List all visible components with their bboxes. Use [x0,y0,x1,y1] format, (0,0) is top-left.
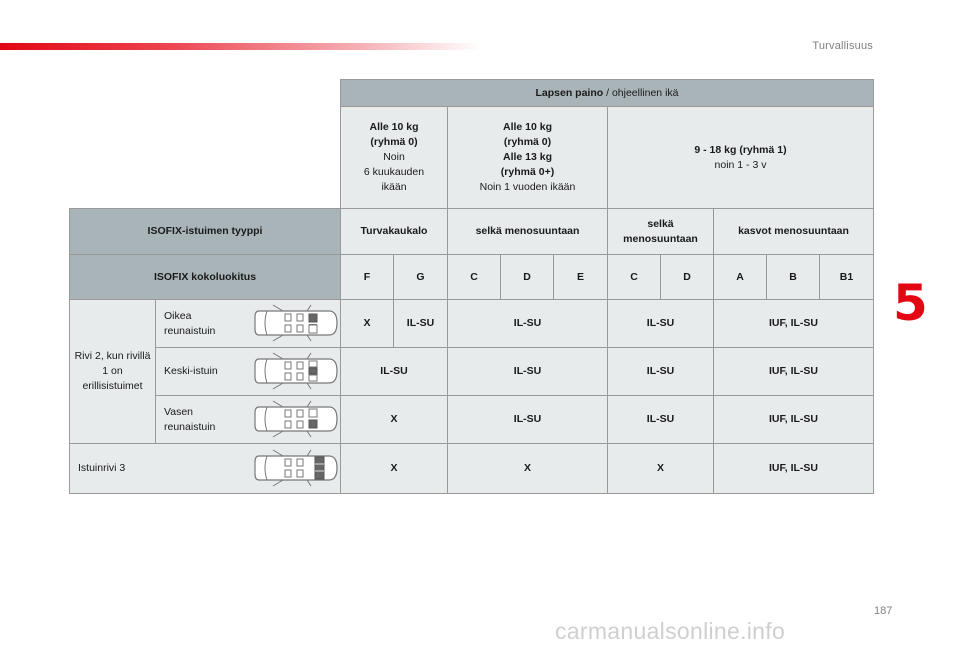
isofix-type-label: ISOFIX-istuimen tyyppi [70,209,340,254]
left-seat-group0plus: IL-SU [448,396,607,443]
row3-forward: IUF, IL-SU [714,444,873,493]
group0plus-group-1: (ryhmä 0) [503,136,552,148]
weight-header [341,80,873,106]
right-seat-label: Oikea reunaistuin [156,300,340,347]
middle-seat-rear-facing: IL-SU [608,348,713,395]
right-seat-f: X [341,300,393,347]
row3-rear-facing: X [608,444,713,493]
isofix-table [69,79,874,494]
right-seat-g: IL-SU [394,300,447,347]
left-seat-group0: X [341,396,447,443]
class-F: F [341,255,393,299]
type-3: kasvot menosuuntaan [714,209,873,254]
type-0: Turvakaukalo [341,209,447,254]
middle-seat-label: Keski-istuin [156,348,340,395]
middle-seat-group0plus: IL-SU [448,348,607,395]
class-D2: D [661,255,713,299]
header-red-bar [0,43,480,50]
middle-seat-forward: IUF, IL-SU [714,348,873,395]
group1-cell [608,107,873,208]
class-C2: C [608,255,660,299]
group0plus-weight-2: Alle 13 kg [502,151,553,163]
car-seat-left-icon [253,399,339,439]
left-seat-label: Vasen reunaistuin [156,396,340,443]
class-G: G [394,255,447,299]
middle-seat-group0: IL-SU [341,348,447,395]
section-title: Turvallisuus [812,40,873,52]
left-seat-rear-facing: IL-SU [608,396,713,443]
left-seat-forward: IUF, IL-SU [714,396,873,443]
class-D: D [501,255,553,299]
group0plus-age: Noin 1 vuoden ikään [479,181,576,193]
car-seat-middle-icon [253,351,339,391]
class-B1: B1 [820,255,873,299]
group0-age-2: 6 kuukauden [363,166,425,178]
class-B: B [767,255,819,299]
right-seat-forward: IUF, IL-SU [714,300,873,347]
group1-age: noin 1 - 3 v [714,158,767,171]
group1-weight: 9 - 18 kg (ryhmä 1) [694,143,787,156]
row3-group0: X [341,444,447,493]
right-seat-rear-facing: IL-SU [608,300,713,347]
watermark-text: carmanualsonline.info [555,618,786,644]
car-seat-right-icon [253,303,339,343]
type-2: selkä menosuuntaan [608,209,713,254]
car-seat-row3-icon [253,448,339,488]
group0-weight: Alle 10 kg [369,121,419,133]
group0-cell [341,107,447,208]
class-E: E [554,255,607,299]
chapter-number: 5 [893,274,928,332]
class-A: A [714,255,766,299]
group0-age-1: Noin [383,151,405,163]
group0plus-cell [448,107,607,208]
row3-label: Istuinrivi 3 [70,444,340,493]
page-number: 187 [874,605,893,617]
weight-header-bold: Lapsen paino [535,86,604,99]
row3-group0plus: X [448,444,607,493]
group0-group: (ryhmä 0) [370,136,418,148]
right-seat-group0plus: IL-SU [448,300,607,347]
isofix-class-label: ISOFIX kokoluokitus [70,255,340,299]
group0plus-weight-1: Alle 10 kg [502,121,553,133]
row2-label: Rivi 2, kun rivillä 1 on erillisistuimet [70,300,155,443]
group0-age-3: ikään [381,181,407,193]
group0plus-group-2: (ryhmä 0+) [500,166,555,178]
class-C: C [448,255,500,299]
type-1: selkä menosuuntaan [448,209,607,254]
blank-corner [69,79,340,208]
weight-header-rest: / ohjeellinen ikä [603,86,679,99]
